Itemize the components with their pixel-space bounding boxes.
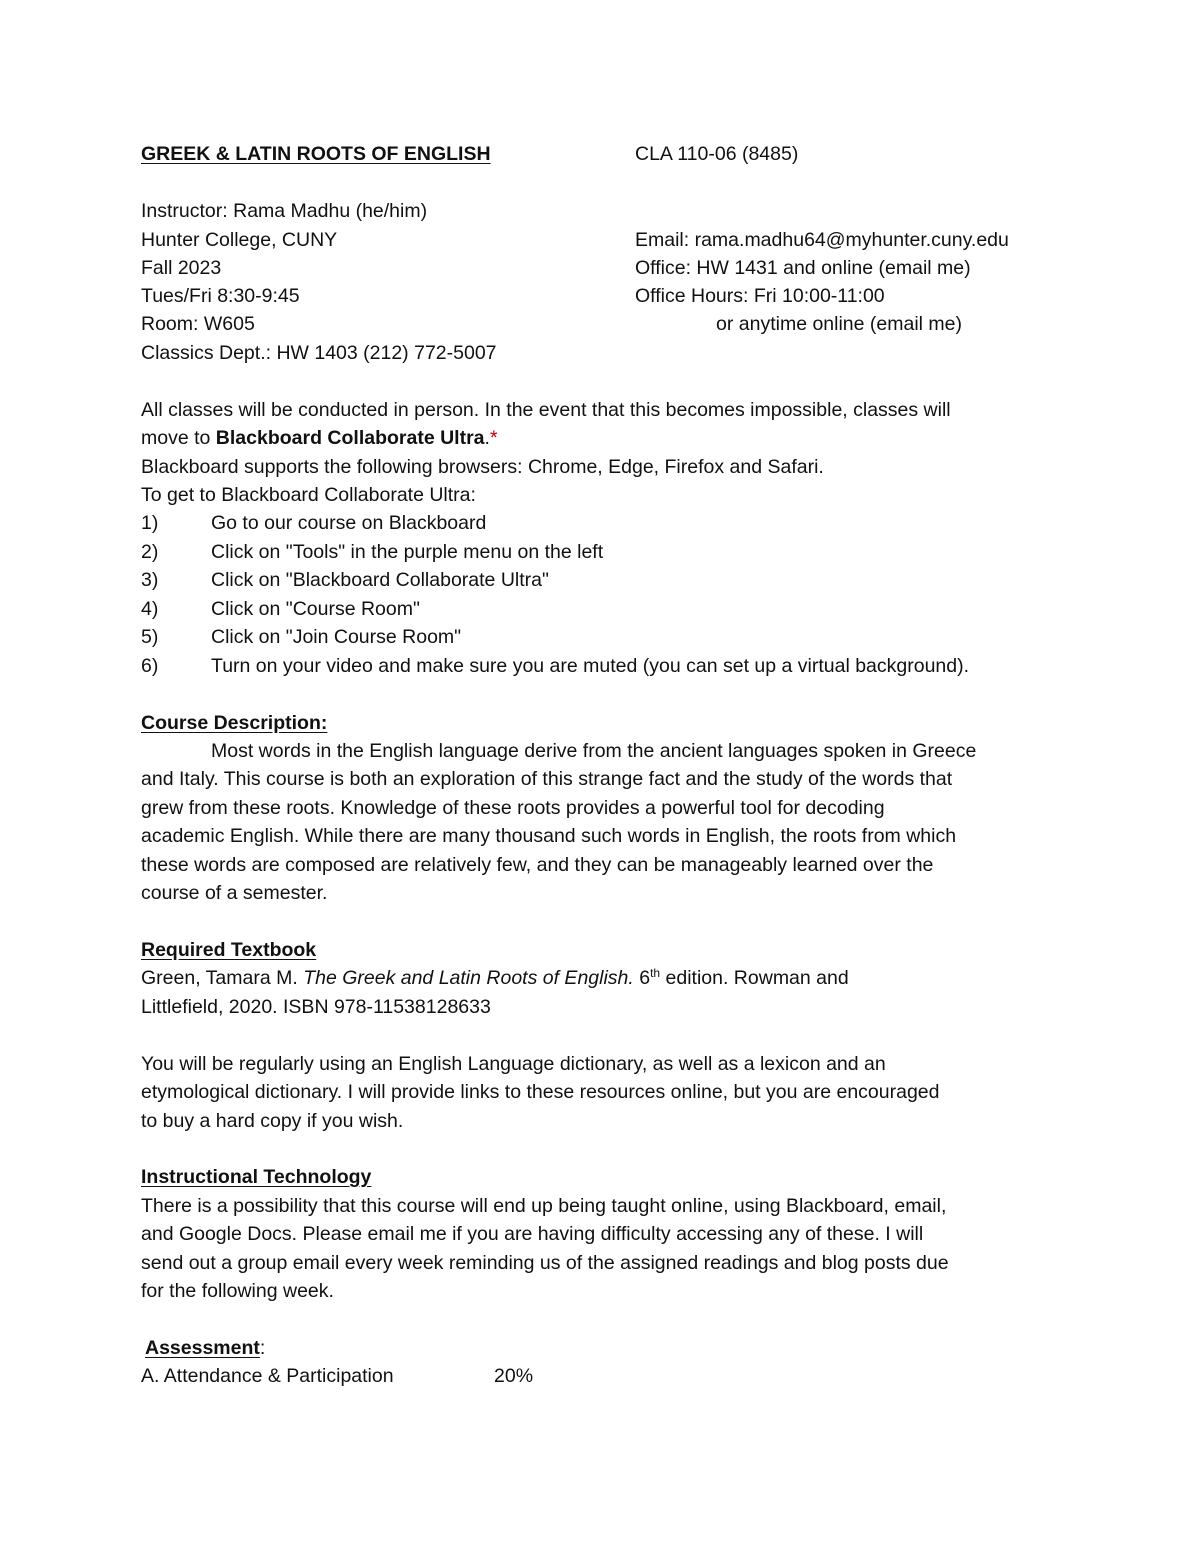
browsers-line: Blackboard supports the following browsers: Chrome, Edge, Firefox and Safari.: [141, 456, 824, 478]
get-to-line: To get to Blackboard Collaborate Ultra:: [141, 484, 476, 506]
classes-line-2-prefix: move to: [141, 427, 216, 449]
course-code: CLA 110-06 (8485): [635, 143, 799, 165]
step-number: 1): [141, 512, 159, 534]
section-heading-technology: Instructional Technology: [141, 1166, 372, 1188]
assessment-item-percent: 20%: [494, 1365, 534, 1387]
step-number: 6): [141, 655, 159, 677]
term-line: Fall 2023: [141, 257, 222, 279]
classes-line-2-period: .: [484, 427, 490, 449]
dictionary-line: to buy a hard copy if you wish.: [141, 1110, 404, 1132]
dictionary-line: You will be regularly using an English Language dictionary, as well as a lexicon and an: [141, 1053, 886, 1075]
description-line: course of a semester.: [141, 882, 328, 904]
step-text: Go to our course on Blackboard: [211, 512, 487, 534]
textbook-citation-line-1: [141, 964, 849, 992]
description-line: academic English. While there are many thousand such words in English, the roots from which: [141, 825, 957, 847]
description-line: Most words in the English language derive from the ancient languages spoken in Greece: [211, 740, 977, 762]
textbook-author: Green, Tamara M.: [141, 967, 304, 989]
dept-line: Classics Dept.: HW 1403 (212) 772-5007: [141, 342, 497, 364]
office-hours-alt-line: or anytime online (email me): [716, 313, 963, 335]
email-line: Email: rama.madhu64@myhunter.cuny.edu: [635, 229, 1009, 251]
assessment-heading-colon: :: [259, 1337, 266, 1359]
textbook-edition-num: 6: [633, 967, 651, 989]
step-number: 3): [141, 569, 159, 591]
step-text: Click on "Join Course Room": [211, 626, 462, 648]
room-line: Room: W605: [141, 313, 255, 335]
course-title: GREEK & LATIN ROOTS OF ENGLISH: [141, 143, 491, 165]
step-number: 5): [141, 626, 159, 648]
step-number: 4): [141, 598, 159, 620]
technology-line: send out a group email every week reminding us of the assigned readings and blog posts due: [141, 1252, 949, 1274]
asterisk-mark: *: [489, 427, 498, 449]
step-number: 2): [141, 541, 159, 563]
textbook-edition-rest: edition. Rowman and: [660, 967, 849, 989]
technology-line: and Google Docs. Please email me if you are having difficulty accessing any of these. I will: [141, 1223, 924, 1245]
technology-line: for the following week.: [141, 1280, 334, 1302]
description-line: and Italy. This course is both an exploration of this strange fact and the study of the words that: [141, 768, 953, 790]
dictionary-line: etymological dictionary. I will provide links to these resources online, but you are encouraged: [141, 1081, 940, 1103]
technology-line: There is a possibility that this course will end up being taught online, using Blackboard, email,: [141, 1195, 947, 1217]
schedule-line: Tues/Fri 8:30-9:45: [141, 285, 300, 307]
step-text: Click on "Course Room": [211, 598, 420, 620]
textbook-edition-sup: th: [650, 966, 661, 980]
textbook-citation-line-2: Littlefield, 2020. ISBN 978-11538128633: [141, 996, 491, 1018]
description-line: these words are composed are relatively few, and they can be manageably learned over the: [141, 854, 934, 876]
office-line: Office: HW 1431 and online (email me): [635, 257, 971, 279]
step-text: Click on "Blackboard Collaborate Ultra": [211, 569, 549, 591]
textbook-title: The Greek and Latin Roots of English.: [303, 967, 634, 989]
description-line: grew from these roots. Knowledge of these roots provides a powerful tool for decoding: [141, 797, 885, 819]
classes-line-2: [141, 424, 498, 452]
step-text: Click on "Tools" in the purple menu on the left: [211, 541, 604, 563]
assessment-item-label: A. Attendance & Participation: [141, 1365, 394, 1387]
section-heading-textbook: Required Textbook: [141, 939, 317, 961]
blackboard-collaborate-name: Blackboard Collaborate Ultra: [215, 427, 485, 449]
assessment-heading-text: Assessment: [145, 1337, 260, 1359]
classes-line-1: All classes will be conducted in person. In the event that this becomes impossible, classes will: [141, 399, 951, 421]
college-line: Hunter College, CUNY: [141, 229, 338, 251]
instructor-line: Instructor: Rama Madhu (he/him): [141, 200, 428, 222]
step-text: Turn on your video and make sure you are muted (you can set up a virtual background).: [211, 655, 970, 677]
section-heading-description: Course Description:: [141, 712, 328, 734]
office-hours-line: Office Hours: Fri 10:00-11:00: [635, 285, 885, 307]
section-heading-assessment: [145, 1334, 265, 1362]
